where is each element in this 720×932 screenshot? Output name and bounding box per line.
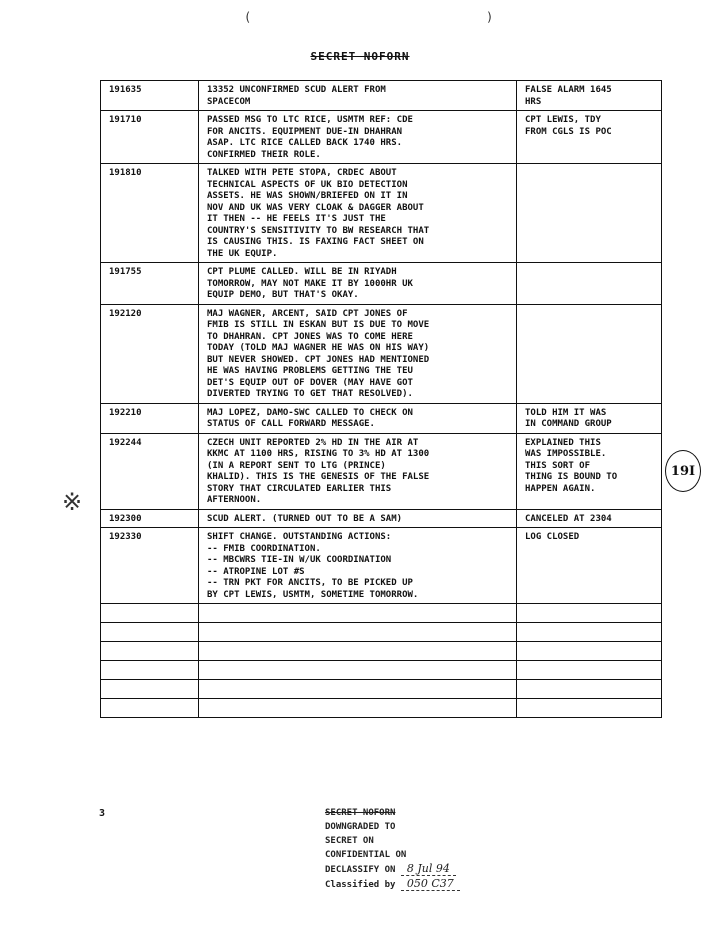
blank-log-row <box>101 604 662 623</box>
log-row <box>101 111 662 164</box>
stamp-downgraded: DOWNGRADED TO <box>325 822 396 832</box>
blank-cell <box>101 623 199 642</box>
log-entry-cell: CPT PLUME CALLED. WILL BE IN RIYADH TOMORROW, MAY NOT MAKE IT BY 1000HR UK EQUIP DEMO, BUT THAT'S OKAY. <box>199 263 517 305</box>
log-remarks-cell: TOLD HIM IT WAS IN COMMAND GROUP <box>517 403 662 433</box>
stamp-declassify-label: DECLASSIFY ON <box>325 865 396 875</box>
blank-cell <box>517 680 662 699</box>
blank-cell <box>517 661 662 680</box>
log-entry-cell: PASSED MSG TO LTC RICE, USMTM REF: CDE FOR ANCITS. EQUIPMENT DUE-IN DHAHRAN ASAP. LTC RICE CALLED BACK 1740 HRS. CONFIRMED THEIR ROLE. <box>199 111 517 164</box>
log-time-cell: 192330 <box>101 528 199 604</box>
stamp-declassify-row <box>325 862 460 877</box>
log-entry-cell: MAJ WAGNER, ARCENT, SAID CPT JONES OF FMIB IS STILL IN ESKAN BUT IS DUE TO MOVE TO DHAHRAN. CPT JONES WAS TO COME HERE TODAY (TOLD MAJ WAGNER HE WAS ON HIS WAY) BUT NEVER SHOWED. CPT JONES HAD MENTIONED HE WAS HAVING PROBLEMS GETTING THE TEU DET'S EQUIP OUT OF DOVER (MAY HAVE GOT DIVERTED TRYING TO GET THAT RESOLVED). <box>199 304 517 403</box>
log-remarks-cell: LOG CLOSED <box>517 528 662 604</box>
blank-cell <box>517 604 662 623</box>
blank-cell <box>199 604 517 623</box>
log-entry-cell: 13352 UNCONFIRMED SCUD ALERT FROM SPACECOM <box>199 81 517 111</box>
log-remarks-cell <box>517 304 662 403</box>
blank-cell <box>101 604 199 623</box>
log-time-cell: 191810 <box>101 164 199 263</box>
blank-log-row <box>101 661 662 680</box>
log-time-cell: 192300 <box>101 509 199 528</box>
blank-cell <box>517 642 662 661</box>
log-row <box>101 403 662 433</box>
log-remarks-cell <box>517 164 662 263</box>
blank-cell <box>101 680 199 699</box>
stamp-classified-row <box>325 877 460 892</box>
blank-log-row <box>101 642 662 661</box>
scan-mark: ) <box>486 10 494 24</box>
log-row <box>101 304 662 403</box>
log-time-cell: 191755 <box>101 263 199 305</box>
log-entry-cell: SCUD ALERT. (TURNED OUT TO BE A SAM) <box>199 509 517 528</box>
log-remarks-cell: FALSE ALARM 1645 HRS <box>517 81 662 111</box>
blank-cell <box>101 699 199 718</box>
duty-log-table <box>100 80 662 718</box>
blank-log-row <box>101 680 662 699</box>
log-row <box>101 263 662 305</box>
blank-cell <box>199 623 517 642</box>
page-number: 3 <box>99 808 106 819</box>
stamp-classification: SECRET NOFORN <box>325 808 396 818</box>
log-time-cell: 192120 <box>101 304 199 403</box>
log-row <box>101 81 662 111</box>
blank-cell <box>199 642 517 661</box>
blank-cell <box>517 623 662 642</box>
blank-cell <box>199 680 517 699</box>
log-time-cell: 191710 <box>101 111 199 164</box>
stamp-secret-on: SECRET ON <box>325 836 374 846</box>
log-remarks-cell: EXPLAINED THIS WAS IMPOSSIBLE. THIS SORT OF THING IS BOUND TO HAPPEN AGAIN. <box>517 433 662 509</box>
blank-cell <box>199 699 517 718</box>
blank-log-row <box>101 699 662 718</box>
log-time-cell: 191635 <box>101 81 199 111</box>
log-remarks-cell <box>517 263 662 305</box>
log-row <box>101 509 662 528</box>
blank-cell <box>101 642 199 661</box>
log-entry-cell: TALKED WITH PETE STOPA, CRDEC ABOUT TECHNICAL ASPECTS OF UK BIO DETECTION ASSETS. HE WAS SHOWN/BRIEFED ON IT IN NOV AND UK WAS VERY CLOAK & DAGGER ABOUT IT THEN -- HE FEELS IT'S JUST THE COUNTRY'S SENSITIVITY TO BW RESEARCH THAT IS CAUSING THIS. IS FAXING FACT SHEET ON THE UK EQUIP. <box>199 164 517 263</box>
log-entry-cell: MAJ LOPEZ, DAMO-SWC CALLED TO CHECK ON STATUS OF CALL FORWARD MESSAGE. <box>199 403 517 433</box>
log-row <box>101 433 662 509</box>
stamp-classified-value: 050 C37 <box>401 877 460 891</box>
log-time-cell: 192244 <box>101 433 199 509</box>
log-entry-cell: SHIFT CHANGE. OUTSTANDING ACTIONS: -- FMIB COORDINATION. -- MBCWRS TIE-IN W/UK COORDINATION -- ATROPINE LOT #S -- TRN PKT FOR ANCITS, TO BE PICKED UP BY CPT LEWIS, USMTM, SOMETIME TOMORROW. <box>199 528 517 604</box>
log-table-body <box>101 81 662 718</box>
log-remarks-cell: CPT LEWIS, TDY FROM CGLS IS POC <box>517 111 662 164</box>
stamp-declassify-value: 8 Jul 94 <box>401 862 456 876</box>
log-row <box>101 528 662 604</box>
log-time-cell: 192210 <box>101 403 199 433</box>
top-classification-marking: SECRET NOFORN <box>310 50 410 63</box>
blank-log-row <box>101 623 662 642</box>
declassification-stamp <box>325 806 460 892</box>
blank-cell <box>517 699 662 718</box>
blank-cell <box>199 661 517 680</box>
blank-cell <box>101 661 199 680</box>
log-row <box>101 164 662 263</box>
margin-scribble: ※ <box>62 488 83 516</box>
log-remarks-cell: CANCELED AT 2304 <box>517 509 662 528</box>
circled-page-annotation: 19I <box>665 450 701 492</box>
log-entry-cell: CZECH UNIT REPORTED 2% HD IN THE AIR AT KKMC AT 1100 HRS, RISING TO 3% HD AT 1300 (IN A REPORT SENT TO LTG (PRINCE) KHALID). THIS IS THE GENESIS OF THE FALSE STORY THAT CIRCULATED EARLIER THIS AFTERNOON. <box>199 433 517 509</box>
stamp-classified-label: Classified by <box>325 880 396 890</box>
stamp-confidential-on: CONFIDENTIAL ON <box>325 850 407 860</box>
scan-mark: ( <box>244 10 252 24</box>
